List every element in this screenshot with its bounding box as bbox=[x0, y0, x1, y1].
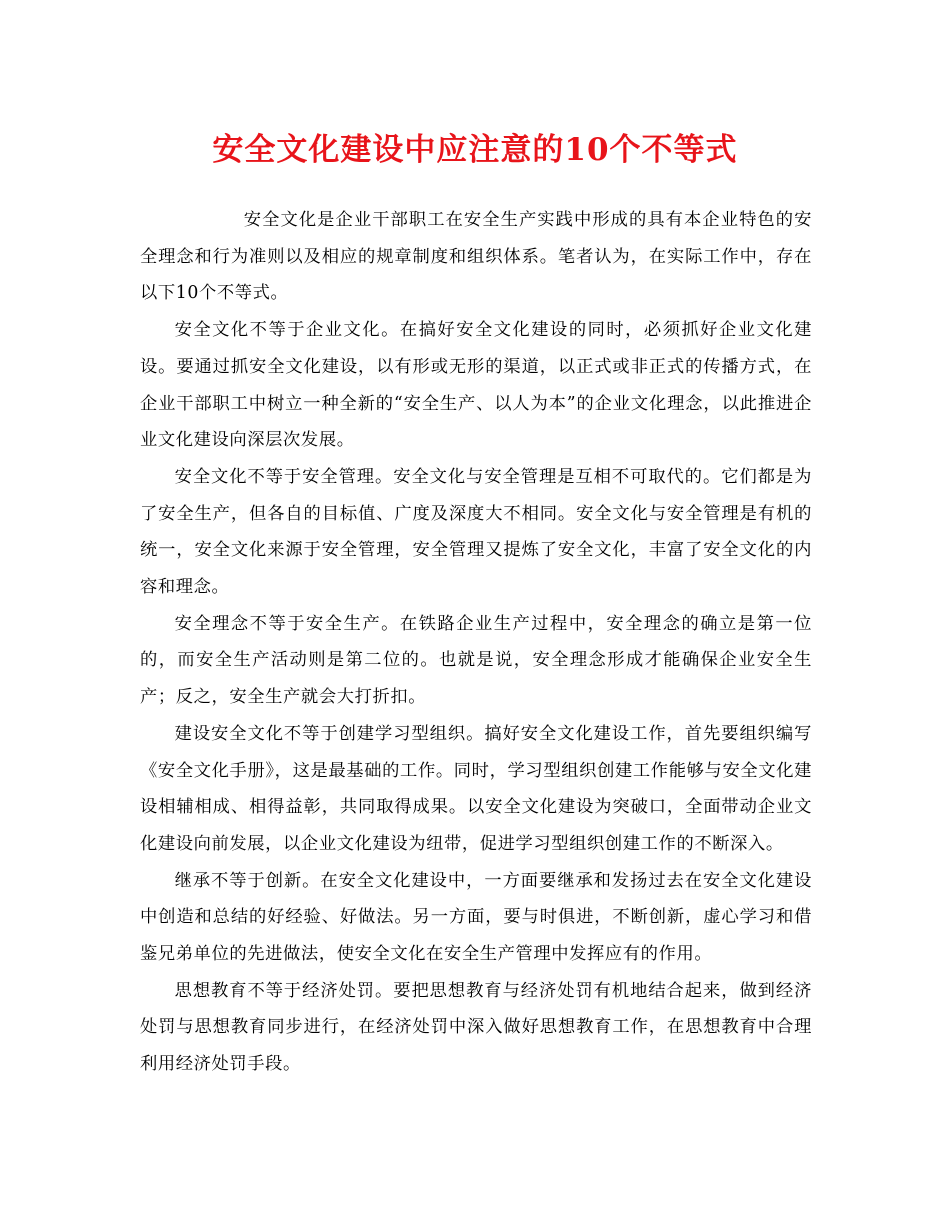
document-body bbox=[140, 202, 812, 1083]
paragraph-1: 安全文化不等于企业文化。在搞好安全文化建设的同时，必须抓好企业文化建设。要通过抓安全文化建设，以有形或无形的渠道，以正式或非正式的传播方式，在企业干部职工中树立一种全新的“安全生产、以人为本”的企业文化理念，以此推进企业文化建设向深层次发展。 bbox=[140, 320, 812, 451]
paragraph-3: 安全理念不等于安全生产。在铁路企业生产过程中，安全理念的确立是第一位的，而安全生产活动则是第二位的。也就是说，安全理念形成才能确保企业安全生产；反之，安全生产就会大打折扣。 bbox=[140, 613, 812, 708]
document-title: 安全文化建设中应注意的10个不等式 bbox=[212, 132, 738, 168]
paragraph-6: 思想教育不等于经济处罚。要把思想教育与经济处罚有机地结合起来，做到经济处罚与思想教育同步进行，在经济处罚中深入做好思想教育工作，在思想教育中合理利用经济处罚手段。 bbox=[140, 980, 812, 1075]
paragraph-4: 建设安全文化不等于创建学习型组织。搞好安全文化建设工作，首先要组织编写《安全文化手册》，这是最基础的工作。同时，学习型组织创建工作能够与安全文化建设相辅相成、相得益彰，共同取得成果。以安全文化建设为突破口，全面带动企业文化建设向前发展，以企业文化建设为纽带，促进学习型组织创建工作的不断深入。 bbox=[140, 723, 812, 854]
paragraph-2: 安全文化不等于安全管理。安全文化与安全管理是互相不可取代的。它们都是为了安全生产，但各自的目标值、广度及深度大不相同。安全文化与安全管理是有机的统一，安全文化来源于安全管理，安全管理又提炼了安全文化，丰富了安全文化的内容和理念。 bbox=[140, 466, 812, 598]
paragraph-intro: 安全文化是企业干部职工在安全生产实践中形成的具有本企业特色的安全理念和行为准则以及相应的规章制度和组织体系。笔者认为，在实际工作中，存在以下10个不等式。 bbox=[140, 210, 812, 304]
paragraph-5: 继承不等于创新。在安全文化建设中，一方面要继承和发扬过去在安全文化建设中创造和总结的好经验、好做法。另一方面，要与时俱进，不断创新，虚心学习和借鉴兄弟单位的先进做法，使安全文化在安全生产管理中发挥应有的作用。 bbox=[140, 870, 812, 965]
